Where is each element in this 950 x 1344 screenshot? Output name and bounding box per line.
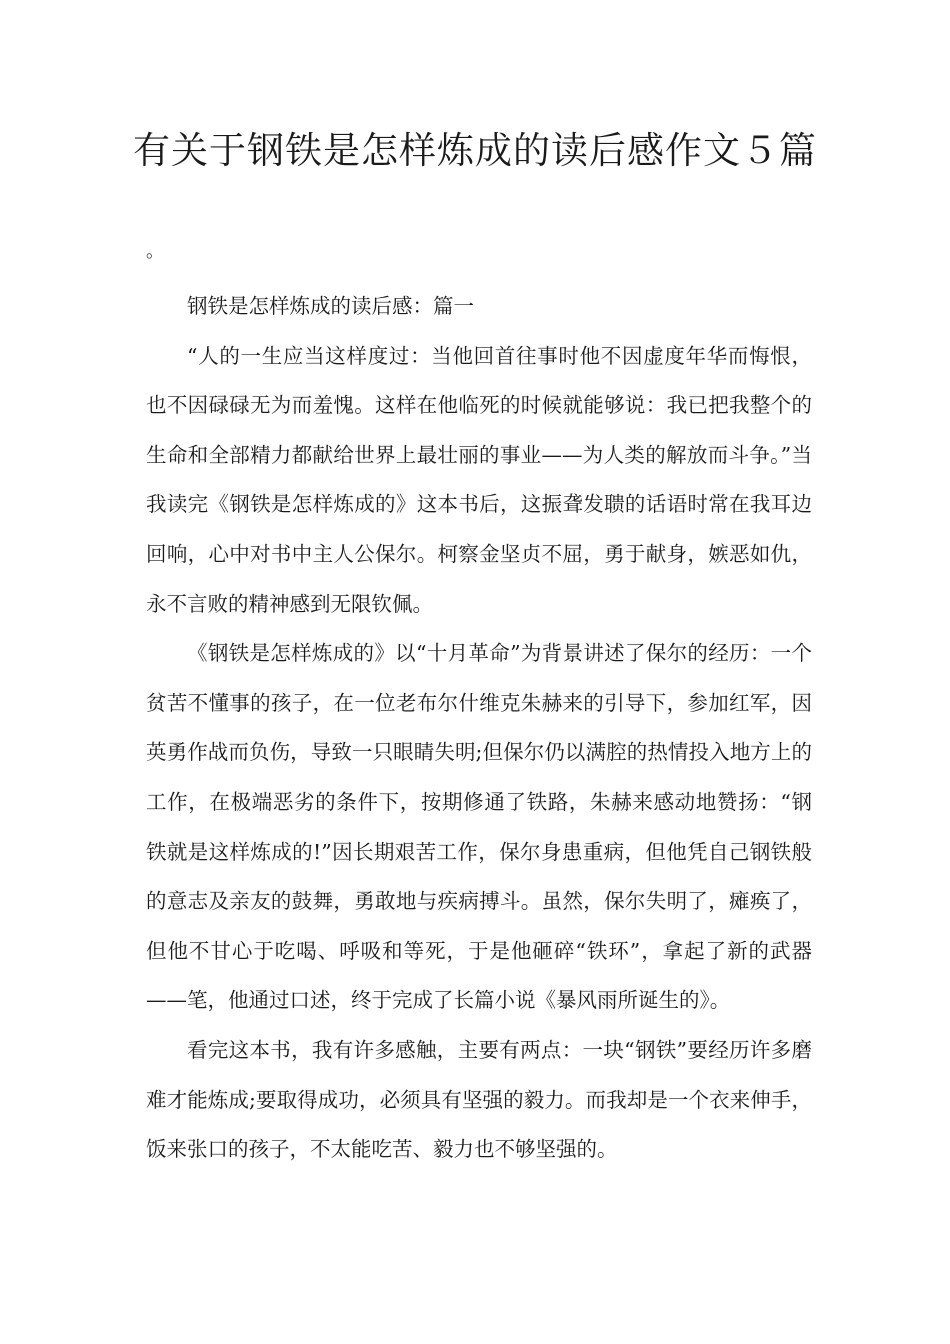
section-heading: 钢铁是怎样炼成的读后感：篇一	[187, 294, 474, 318]
body-paragraph: “人的一生应当这样度过：当他回首往事时他不因虚度年华而悔恨，也不因碌碌无为而羞愧。这样在他临死的时候就能够说：我已把我整个的生命和全部精力都献给世界上最壮丽的事业——为人类的解放而斗争。”当我读完《钢铁是怎样炼成的》这本书后，这振聋发聩的话语时常在我耳边回响，心中对书中主人公保尔。柯察金坚贞不屈，勇于献身，嫉恶如仇，永不言败的精神感到无限钦佩。	[146, 343, 812, 616]
body-paragraph: 《钢铁是怎样炼成的》以“十月革命”为背景讲述了保尔的经历：一个贫苦不懂事的孩子，在一位老布尔什维克朱赫来的引导下，参加红军，因英勇作战而负伤，导致一只眼睛失明;但保尔仍以满腔的热情投入地方上的工作，在极端恶劣的条件下，按期修通了铁路，朱赫来感动地赞扬：“钢铁就是这样炼成的!”因长期艰苦工作，保尔身患重病，但他凭自己钢铁般的意志及亲友的鼓舞，勇敢地与疾病搏斗。虽然，保尔失明了，瘫痪了，但他不甘心于吃喝、呼吸和等死，于是他砸碎“铁环”，拿起了新的武器——笔，他通过口述，终于完成了长篇小说《暴风雨所诞生的》。	[146, 641, 812, 1013]
document-title: 有关于钢铁是怎样炼成的读后感作文５篇	[133, 129, 817, 172]
stray-punctuation: 。	[146, 241, 164, 262]
body-paragraph: 看完这本书，我有许多感触，主要有两点：一块“钢铁”要经历许多磨难才能炼成;要取得成功，必须具有坚强的毅力。而我却是一个衣来伸手，饭来张口的孩子，不太能吃苦、毅力也不够坚强的。	[146, 1037, 812, 1162]
document-body	[146, 282, 812, 1175]
